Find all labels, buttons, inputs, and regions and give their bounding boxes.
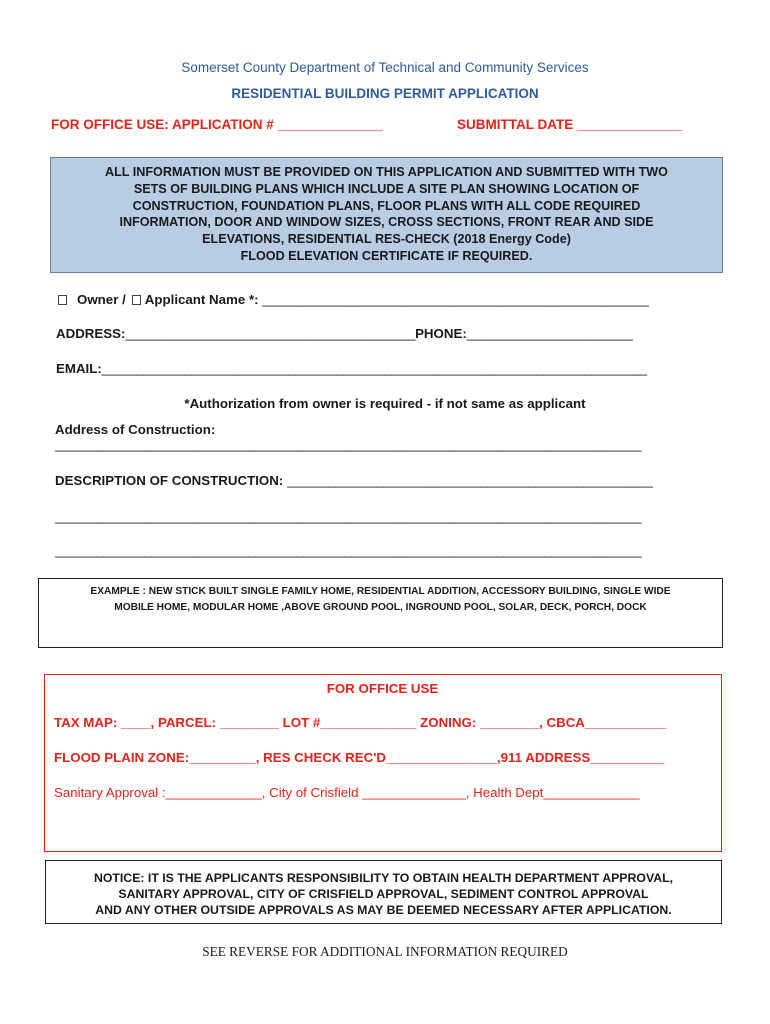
notice-line: ALL INFORMATION MUST BE PROVIDED ON THIS APPLICATION AND SUBMITTED WITH TWO [105, 165, 668, 179]
footer-note: SEE REVERSE FOR ADDITIONAL INFORMATION REQUIRED [202, 944, 568, 959]
construction-example-box [38, 578, 723, 648]
applicant-checkbox[interactable] [132, 295, 141, 305]
application-number-field[interactable]: FOR OFFICE USE: APPLICATION # ______________ [51, 117, 383, 132]
construction-address-label: Address of Construction: [55, 422, 216, 437]
description-extra-line[interactable]: _____________________________________________________________________________________ [55, 509, 642, 524]
notice-line: FLOOD ELEVATION CERTIFICATE IF REQUIRED. [240, 248, 533, 263]
address-field[interactable]: __________________________________________ [125, 326, 416, 341]
notice-line: SETS OF BUILDING PLANS WHICH INCLUDE A SITE PLAN SHOWING LOCATION OF [133, 181, 640, 196]
applicant-name-row [58, 292, 648, 307]
requirements-notice-box [50, 157, 723, 273]
notice-line: INFORMATION, DOOR AND WINDOW SIZES, CROSS SECTIONS, FRONT REAR AND SIDE [119, 215, 654, 230]
example-line: EXAMPLE : NEW STICK BUILT SINGLE FAMILY HOME, RESIDENTIAL ADDITION, ACCESSORY BUILDING, SINGLE WIDE [90, 586, 671, 597]
construction-address-field[interactable]: _____________________________________________________________________________________ [55, 437, 642, 452]
responsibility-line: AND ANY OTHER OUTSIDE APPROVALS AS MAY BE DEEMED NECESSARY AFTER APPLICATION. [95, 903, 672, 917]
office-use-row-tax-map[interactable]: TAX MAP: ____, PARCEL: ________ LOT #_____________ ZONING: ________, CBCA___________ [54, 715, 667, 730]
description-row [55, 473, 652, 488]
email-row [56, 361, 647, 376]
applicant-name-label: Applicant Name *: [144, 292, 259, 307]
description-field[interactable]: _____________________________________________________ [286, 473, 653, 488]
office-use-row-approvals[interactable]: Sanitary Approval :_____________, City of Crisfield ______________, Health Dept_____________ [54, 785, 640, 800]
authorization-note: *Authorization from owner is required - if not same as applicant [184, 396, 586, 411]
owner-label: Owner / [77, 292, 126, 307]
responsibility-notice-box [45, 860, 722, 924]
notice-line: CONSTRUCTION, FOUNDATION PLANS, FLOOR PLANS WITH ALL CODE REQUIRED [132, 198, 641, 213]
office-use-box [44, 674, 722, 852]
submittal-date-field[interactable]: SUBMITTAL DATE ______________ [457, 117, 683, 132]
applicant-name-field[interactable]: ________________________________________________________ [262, 292, 649, 307]
description-label: DESCRIPTION OF CONSTRUCTION: [55, 473, 284, 488]
responsibility-line: SANITARY APPROVAL, CITY OF CRISFIELD APPROVAL, SEDIMENT CONTROL APPROVAL [118, 887, 649, 901]
example-line: MOBILE HOME, MODULAR HOME ,ABOVE GROUND POOL, INGROUND POOL, SOLAR, DECK, PORCH, DOCK [114, 602, 647, 613]
email-field[interactable]: _______________________________________________________________________________ [101, 361, 647, 376]
address-label: ADDRESS: [56, 326, 126, 341]
phone-field[interactable]: ________________________ [466, 326, 633, 341]
email-label: EMAIL: [56, 361, 102, 376]
address-phone-row [56, 326, 632, 341]
form-title: RESIDENTIAL BUILDING PERMIT APPLICATION [231, 86, 539, 101]
department-name: Somerset County Department of Technical and Community Services [181, 60, 589, 75]
phone-label: PHONE: [415, 326, 467, 341]
owner-checkbox[interactable] [58, 295, 67, 305]
notice-line: ELEVATIONS, RESIDENTIAL RES-CHECK (2018 Energy Code) [202, 232, 571, 247]
office-use-title: FOR OFFICE USE [326, 681, 439, 696]
responsibility-line: NOTICE: IT IS THE APPLICANTS RESPONSIBILITY TO OBTAIN HEALTH DEPARTMENT APPROVAL, [93, 871, 674, 885]
office-use-row-flood-zone[interactable]: FLOOD PLAIN ZONE:_________, RES CHECK REC'D_______________,911 ADDRESS__________ [54, 750, 665, 765]
description-extra-line[interactable]: _____________________________________________________________________________________ [55, 543, 642, 558]
